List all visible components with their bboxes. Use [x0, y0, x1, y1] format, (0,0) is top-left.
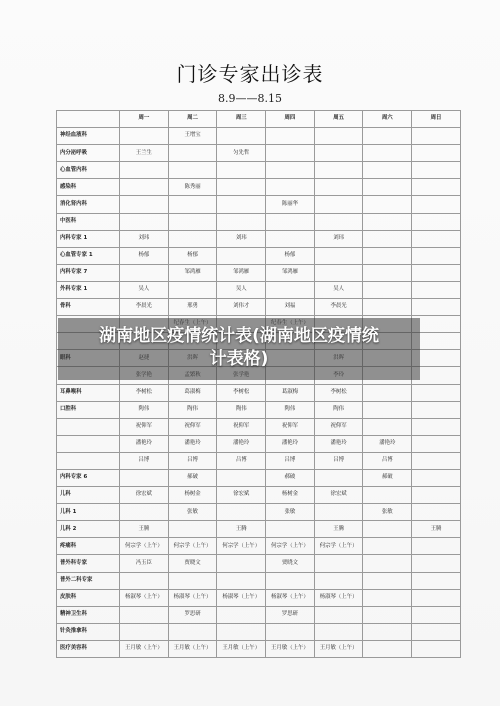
doctor-cell: 潘艳玲 — [363, 435, 412, 452]
department-cell: 医疗美容科 — [57, 640, 120, 657]
doctor-cell — [412, 264, 461, 281]
column-header: 周四 — [266, 111, 315, 128]
doctor-cell: 刘玮 — [217, 230, 266, 247]
doctor-cell: 王腾 — [120, 521, 169, 538]
doctor-cell: 李树松 — [314, 384, 363, 401]
doctor-cell: 王腾 — [412, 521, 461, 538]
doctor-cell: 匀先哲 — [217, 145, 266, 162]
doctor-cell — [412, 196, 461, 213]
department-cell: 内科专家 6 — [57, 469, 120, 486]
doctor-cell — [120, 196, 169, 213]
document-title: 门诊专家出诊表 — [176, 62, 324, 86]
doctor-cell — [217, 469, 266, 486]
doctor-cell: 郝破 — [266, 469, 315, 486]
schedule-header — [57, 111, 461, 128]
doctor-cell — [412, 504, 461, 521]
doctor-cell: 吕博 — [168, 452, 217, 469]
department-cell — [57, 418, 120, 435]
doctor-cell: 何宗学（上午） — [168, 538, 217, 555]
doctor-cell — [412, 179, 461, 196]
doctor-cell: 祝仰军 — [314, 418, 363, 435]
doctor-cell — [217, 179, 266, 196]
doctor-cell — [363, 247, 412, 264]
doctor-cell — [217, 555, 266, 572]
doctor-cell — [363, 606, 412, 623]
doctor-cell — [266, 213, 315, 230]
doctor-cell: 吴人 — [120, 281, 169, 298]
doctor-cell — [412, 555, 461, 572]
department-cell: 内分泌呼吸 — [57, 145, 120, 162]
doctor-cell — [412, 299, 461, 316]
doctor-cell — [412, 606, 461, 623]
doctor-cell: 王增宝 — [168, 128, 217, 145]
doctor-cell: 吴人 — [314, 281, 363, 298]
doctor-cell — [314, 128, 363, 145]
doctor-cell: 陶伟 — [314, 401, 363, 418]
overlay-line-2: 计表格) — [209, 349, 269, 369]
table-row — [57, 555, 461, 572]
doctor-cell: 王月敏（上午） — [314, 640, 363, 657]
doctor-cell — [412, 384, 461, 401]
doctor-cell — [363, 538, 412, 555]
doctor-cell: 杨树金 — [168, 487, 217, 504]
doctor-cell — [266, 521, 315, 538]
doctor-cell: 杨淑琴（上午） — [168, 589, 217, 606]
doctor-cell — [363, 128, 412, 145]
doctor-cell — [120, 623, 169, 640]
doctor-cell: 吕博 — [314, 452, 363, 469]
doctor-cell: 潘艳玲 — [168, 435, 217, 452]
doctor-cell: 吴人 — [217, 281, 266, 298]
table-row — [57, 521, 461, 538]
doctor-cell — [314, 572, 363, 589]
department-cell: 普外科专家 — [57, 555, 120, 572]
doctor-cell: 刘伟才 — [217, 299, 266, 316]
table-row — [57, 213, 461, 230]
table-row — [57, 589, 461, 606]
overlay-line-1: 湖南地区疫情统计表(湖南地区疫情统 — [99, 326, 379, 346]
doctor-cell: 何宗学（上午） — [266, 538, 315, 555]
doctor-cell: 潘艳玲 — [120, 435, 169, 452]
doctor-cell — [314, 145, 363, 162]
doctor-cell — [314, 623, 363, 640]
table-row — [57, 538, 461, 555]
doctor-cell: 王腾 — [314, 521, 363, 538]
doctor-cell — [314, 247, 363, 264]
doctor-cell: 陶伟 — [217, 401, 266, 418]
doctor-cell: 罗思研 — [266, 606, 315, 623]
doctor-cell — [217, 623, 266, 640]
department-cell: 感染科 — [57, 179, 120, 196]
doctor-cell — [168, 572, 217, 589]
doctor-cell — [217, 606, 266, 623]
doctor-cell — [314, 179, 363, 196]
department-cell: 骨科 — [57, 299, 120, 316]
doctor-cell: 李晨光 — [120, 299, 169, 316]
doctor-cell — [120, 469, 169, 486]
doctor-cell — [412, 452, 461, 469]
doctor-cell: 李晨光 — [314, 299, 363, 316]
doctor-cell: 何宗学（上午） — [217, 538, 266, 555]
doctor-cell: 张敏 — [168, 504, 217, 521]
table-row — [57, 401, 461, 418]
doctor-cell: 吕博 — [217, 452, 266, 469]
department-cell: 针灸推拿科 — [57, 623, 120, 640]
doctor-cell — [217, 213, 266, 230]
department-cell: 心血管专家 1 — [57, 247, 120, 264]
doctor-cell: 郝破 — [363, 469, 412, 486]
doctor-cell — [363, 487, 412, 504]
doctor-cell: 王兰生 — [120, 145, 169, 162]
doctor-cell — [120, 162, 169, 179]
doctor-cell — [363, 572, 412, 589]
doctor-cell: 王月敏（上午） — [168, 640, 217, 657]
doctor-cell — [412, 572, 461, 589]
table-row — [57, 452, 461, 469]
doctor-cell — [412, 247, 461, 264]
doctor-cell — [314, 196, 363, 213]
doctor-cell: 祝仰军 — [266, 418, 315, 435]
table-row — [57, 384, 461, 401]
department-cell: 儿科 1 — [57, 504, 120, 521]
doctor-cell: 潘艳玲 — [266, 435, 315, 452]
doctor-cell — [168, 213, 217, 230]
doctor-cell — [266, 281, 315, 298]
department-cell — [57, 435, 120, 452]
doctor-cell: 杨淑琴（上午） — [314, 589, 363, 606]
doctor-cell — [217, 162, 266, 179]
date-range: 8.9——8.15 — [218, 92, 282, 105]
table-row — [57, 179, 461, 196]
doctor-cell — [363, 521, 412, 538]
doctor-cell: 陈秀丽 — [168, 179, 217, 196]
doctor-cell: 王月敏（上午） — [266, 640, 315, 657]
doctor-cell: 杨树金 — [266, 487, 315, 504]
doctor-cell — [363, 264, 412, 281]
doctor-cell: 邢勇 — [168, 299, 217, 316]
doctor-cell: 罗思研 — [168, 606, 217, 623]
doctor-cell — [363, 230, 412, 247]
doctor-cell: 杨淑琴（上午） — [266, 589, 315, 606]
doctor-cell: 陶伟 — [168, 401, 217, 418]
doctor-cell: 冯玉臣 — [120, 555, 169, 572]
department-cell: 疼痛科 — [57, 538, 120, 555]
table-row — [57, 623, 461, 640]
table-row — [57, 435, 461, 452]
doctor-cell — [168, 281, 217, 298]
doctor-cell: 王月敏（上午） — [217, 640, 266, 657]
doctor-cell: 吕博 — [363, 452, 412, 469]
department-cell — [57, 452, 120, 469]
doctor-cell: 何宗学（上午） — [314, 538, 363, 555]
department-cell: 中医科 — [57, 213, 120, 230]
header-row — [57, 111, 461, 128]
column-header — [57, 111, 120, 128]
doctor-cell — [314, 504, 363, 521]
doctor-cell — [314, 213, 363, 230]
department-cell: 口腔科 — [57, 401, 120, 418]
doctor-cell: 郝破 — [168, 469, 217, 486]
doctor-cell — [168, 162, 217, 179]
department-cell: 神经血液科 — [57, 128, 120, 145]
doctor-cell — [168, 145, 217, 162]
doctor-cell: 李树松 — [120, 384, 169, 401]
doctor-cell: 杨淑琴（上午） — [120, 589, 169, 606]
department-cell: 耳鼻喉科 — [57, 384, 120, 401]
department-cell: 外科专家 1 — [57, 281, 120, 298]
doctor-cell — [120, 264, 169, 281]
table-row — [57, 504, 461, 521]
doctor-cell — [363, 179, 412, 196]
doctor-cell — [412, 589, 461, 606]
doctor-cell: 杨郁 — [266, 247, 315, 264]
doctor-cell: 陶伟 — [266, 401, 315, 418]
department-cell: 皮肤科 — [57, 589, 120, 606]
doctor-cell: 刘福 — [266, 299, 315, 316]
doctor-cell: 王腾 — [217, 521, 266, 538]
doctor-cell — [266, 128, 315, 145]
department-cell: 内科专家 1 — [57, 230, 120, 247]
doctor-cell — [120, 128, 169, 145]
doctor-cell: 何宗学（上午） — [120, 538, 169, 555]
table-row — [57, 418, 461, 435]
doctor-cell — [363, 555, 412, 572]
department-cell: 消化肾内科 — [57, 196, 120, 213]
doctor-cell: 徐宏斌 — [217, 487, 266, 504]
table-row — [57, 572, 461, 589]
doctor-cell — [412, 435, 461, 452]
doctor-cell: 邹鸿雁 — [168, 264, 217, 281]
table-row — [57, 264, 461, 281]
doctor-cell — [363, 281, 412, 298]
doctor-cell: 刘玮 — [314, 230, 363, 247]
doctor-cell — [217, 128, 266, 145]
department-cell: 儿科 2 — [57, 521, 120, 538]
doctor-cell: 潘艳玲 — [314, 435, 363, 452]
doctor-cell — [363, 623, 412, 640]
doctor-cell — [266, 623, 315, 640]
doctor-cell — [266, 230, 315, 247]
doctor-cell — [217, 196, 266, 213]
doctor-cell — [412, 162, 461, 179]
doctor-cell — [412, 418, 461, 435]
doctor-cell — [266, 162, 315, 179]
doctor-cell — [120, 606, 169, 623]
doctor-cell — [217, 504, 266, 521]
doctor-cell — [314, 469, 363, 486]
doctor-cell — [412, 230, 461, 247]
table-row — [57, 640, 461, 657]
doctor-cell — [412, 487, 461, 504]
doctor-cell — [412, 281, 461, 298]
table-row — [57, 196, 461, 213]
doctor-cell — [120, 572, 169, 589]
table-row — [57, 128, 461, 145]
column-header: 周日 — [412, 111, 461, 128]
doctor-cell — [412, 401, 461, 418]
table-row — [57, 162, 461, 179]
doctor-cell — [412, 469, 461, 486]
doctor-cell: 徐宏斌 — [314, 487, 363, 504]
doctor-cell: 张敏 — [363, 504, 412, 521]
doctor-cell — [266, 572, 315, 589]
doctor-cell — [412, 623, 461, 640]
doctor-cell — [412, 128, 461, 145]
doctor-cell — [217, 572, 266, 589]
department-cell: 精神卫生科 — [57, 606, 120, 623]
column-header: 周六 — [363, 111, 412, 128]
department-cell: 内科专家 7 — [57, 264, 120, 281]
doctor-cell: 祝仰军 — [168, 418, 217, 435]
doctor-cell — [363, 299, 412, 316]
doctor-cell: 陈丽华 — [266, 196, 315, 213]
doctor-cell — [363, 401, 412, 418]
doctor-cell — [363, 589, 412, 606]
doctor-cell: 吕博 — [266, 452, 315, 469]
doctor-cell — [363, 384, 412, 401]
table-row — [57, 247, 461, 264]
doctor-cell: 祝仰军 — [120, 418, 169, 435]
doctor-cell: 葛淑梅 — [266, 384, 315, 401]
doctor-cell: 邹鸿雁 — [266, 264, 315, 281]
doctor-cell: 杨郁 — [120, 247, 169, 264]
doctor-cell — [314, 162, 363, 179]
schedule-table — [56, 110, 461, 658]
doctor-cell — [363, 145, 412, 162]
doctor-cell — [412, 213, 461, 230]
schedule-body — [57, 128, 461, 658]
doctor-cell: 杨郁 — [168, 247, 217, 264]
doctor-cell: 张敏 — [266, 504, 315, 521]
table-row — [57, 230, 461, 247]
doctor-cell — [120, 213, 169, 230]
doctor-cell — [412, 145, 461, 162]
doctor-cell: 贾晓文 — [266, 555, 315, 572]
column-header: 周一 — [120, 111, 169, 128]
doctor-cell: 祝仰军 — [217, 418, 266, 435]
table-row — [57, 145, 461, 162]
doctor-cell — [412, 640, 461, 657]
doctor-cell: 邹鸿雁 — [217, 264, 266, 281]
doctor-cell — [314, 555, 363, 572]
table-row — [57, 469, 461, 486]
table-row — [57, 281, 461, 298]
doctor-cell — [266, 145, 315, 162]
doctor-cell: 王月敏（上午） — [120, 640, 169, 657]
doctor-cell — [363, 418, 412, 435]
doctor-cell — [363, 213, 412, 230]
doctor-cell: 葛淑梅 — [168, 384, 217, 401]
doctor-cell: 潘艳玲 — [217, 435, 266, 452]
title-overlay-banner — [58, 318, 420, 380]
column-header: 周五 — [314, 111, 363, 128]
doctor-cell: 徐宏斌 — [120, 487, 169, 504]
doctor-cell — [217, 247, 266, 264]
table-row — [57, 299, 461, 316]
doctor-cell: 杨淑琴（上午） — [217, 589, 266, 606]
doctor-cell — [314, 264, 363, 281]
doctor-cell — [314, 606, 363, 623]
doctor-cell — [120, 504, 169, 521]
doctor-cell — [120, 179, 169, 196]
department-cell: 儿科 — [57, 487, 120, 504]
doctor-cell — [363, 640, 412, 657]
department-cell: 普外二科专家 — [57, 572, 120, 589]
doctor-cell — [168, 623, 217, 640]
table-row — [57, 487, 461, 504]
doctor-cell: 陶伟 — [120, 401, 169, 418]
column-header: 周二 — [168, 111, 217, 128]
doctor-cell — [412, 538, 461, 555]
column-header: 周三 — [217, 111, 266, 128]
doctor-cell — [266, 179, 315, 196]
doctor-cell: 刘玮 — [120, 230, 169, 247]
doctor-cell — [168, 230, 217, 247]
doctor-cell — [363, 162, 412, 179]
doctor-cell — [168, 196, 217, 213]
doctor-cell: 李树松 — [217, 384, 266, 401]
table-row — [57, 606, 461, 623]
doctor-cell: 吕博 — [120, 452, 169, 469]
doctor-cell — [168, 521, 217, 538]
doctor-cell — [363, 196, 412, 213]
doctor-cell: 贾晓文 — [168, 555, 217, 572]
department-cell: 心血管内科 — [57, 162, 120, 179]
